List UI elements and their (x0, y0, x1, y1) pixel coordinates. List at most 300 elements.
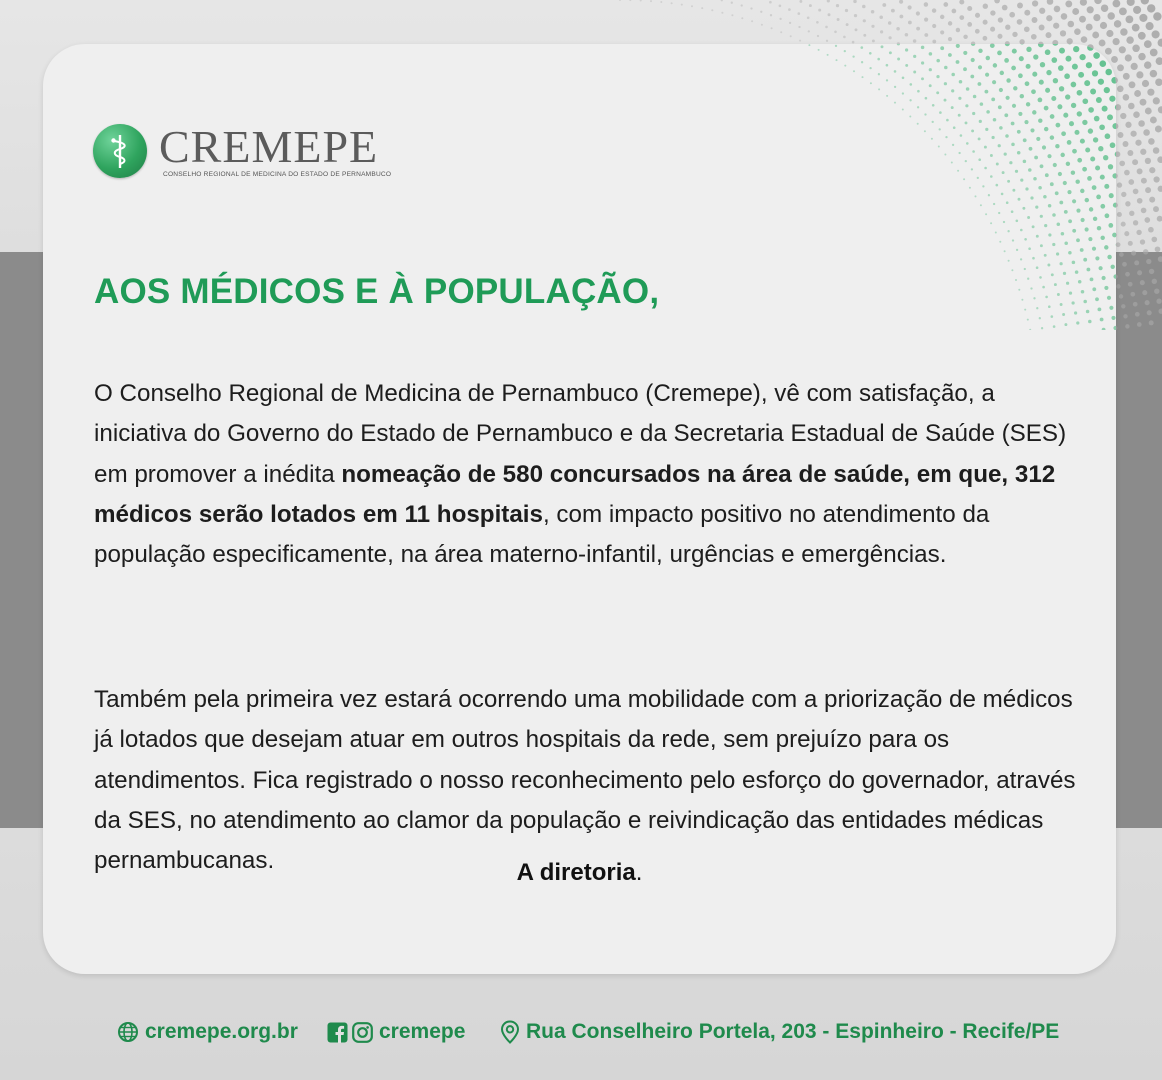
halftone-dot (869, 52, 872, 55)
halftone-dot (894, 102, 896, 104)
halftone-dot (985, 128, 988, 131)
halftone-dot (1057, 104, 1062, 109)
halftone-dot (1031, 34, 1037, 40)
halftone-dot (751, 20, 753, 22)
halftone-dot (1072, 64, 1078, 70)
halftone-dot (1123, 94, 1130, 101)
halftone-dot (788, 8, 791, 11)
halftone-dot (1004, 250, 1006, 252)
halftone-dot (1061, 232, 1065, 236)
halftone-dot (1113, 326, 1116, 330)
halftone-dot (1007, 230, 1009, 232)
instagram-icon[interactable] (352, 1022, 373, 1043)
halftone-dot (1039, 80, 1044, 85)
halftone-dot (1044, 106, 1049, 111)
halftone-dot (1145, 108, 1152, 115)
halftone-dot (681, 4, 683, 6)
halftone-dot (948, 37, 952, 41)
halftone-dot (1074, 28, 1081, 35)
halftone-dot (816, 21, 819, 24)
halftone-dot (978, 65, 982, 69)
halftone-dot (1118, 132, 1124, 138)
halftone-dot (1032, 17, 1038, 23)
halftone-dot (1150, 117, 1157, 124)
halftone-dot (1019, 56, 1024, 61)
halftone-dot (1031, 89, 1036, 94)
halftone-dot (1017, 3, 1023, 9)
halftone-dot (1136, 71, 1143, 78)
website-link[interactable]: cremepe.org.br (145, 1020, 298, 1043)
halftone-dot (1131, 251, 1136, 256)
halftone-dot (978, 137, 981, 140)
halftone-dot (1104, 87, 1110, 93)
halftone-dot (970, 75, 974, 79)
halftone-dot (992, 80, 996, 84)
logo-subtitle: CONSELHO REGIONAL DE MEDICINA DO ESTADO DE PERNAMBUCO (163, 171, 392, 178)
halftone-dot (1061, 131, 1066, 136)
halftone-dot (1140, 99, 1147, 106)
halftone-dot (1011, 210, 1014, 213)
halftone-dot (1063, 272, 1066, 275)
halftone-dot (953, 126, 956, 129)
halftone-dot (888, 36, 891, 39)
halftone-dot (1133, 220, 1138, 225)
halftone-dot (1102, 106, 1108, 112)
halftone-dot (921, 61, 924, 64)
halftone-dot (988, 194, 990, 196)
halftone-dot (1023, 138, 1027, 142)
halftone-dot (1040, 62, 1045, 67)
halftone-dot (660, 1, 662, 3)
halftone-dot (1128, 103, 1135, 110)
halftone-dot (1107, 12, 1114, 19)
halftone-dot (986, 56, 990, 60)
halftone-dot (845, 9, 848, 12)
halftone-dot (945, 136, 947, 138)
halftone-dot (1053, 23, 1059, 29)
halftone-dot (1039, 25, 1045, 31)
halftone-dot (940, 46, 944, 50)
halftone-dot (1144, 40, 1152, 48)
halftone-dot (1121, 304, 1125, 308)
halftone-dot (995, 232, 997, 234)
halftone-dot (1155, 246, 1161, 252)
halftone-dot (1024, 120, 1028, 124)
halftone-dot (1053, 163, 1057, 167)
halftone-dot (1129, 81, 1136, 88)
halftone-dot (990, 10, 995, 15)
halftone-dot (862, 76, 864, 78)
halftone-dot (1109, 306, 1113, 310)
halftone-dot (978, 49, 982, 53)
halftone-dot (1076, 209, 1080, 213)
halftone-dot (1012, 239, 1014, 241)
halftone-dot (944, 66, 948, 70)
halftone-dot (939, 128, 941, 130)
halftone-dot (1022, 207, 1025, 210)
halftone-dot (1042, 145, 1046, 149)
halftone-dot (997, 34, 1002, 39)
halftone-dot (957, 170, 959, 172)
halftone-dot (1064, 241, 1068, 245)
halftone-dot (844, 50, 846, 52)
halftone-dot (1136, 230, 1141, 235)
halftone-dot (894, 86, 896, 88)
halftone-dot (1119, 161, 1125, 167)
halftone-dot (1103, 155, 1108, 160)
halftone-dot (1030, 196, 1033, 199)
halftone-dot (798, 26, 800, 28)
halftone-dot (1116, 284, 1120, 288)
halftone-dot (1083, 300, 1087, 304)
halftone-dot (924, 113, 926, 115)
halftone-dot (1069, 121, 1074, 126)
halftone-dot (990, 154, 993, 157)
halftone-dot (999, 88, 1003, 92)
halftone-dot (1086, 268, 1090, 272)
halftone-dot (771, 27, 773, 29)
halftone-dot (1140, 239, 1145, 244)
halftone-dot (1077, 90, 1083, 96)
halftone-dot (1048, 204, 1052, 208)
halftone-dot (985, 213, 987, 215)
halftone-dot (1052, 213, 1056, 217)
halftone-dot (944, 82, 947, 85)
halftone-dot (1025, 187, 1028, 190)
halftone-dot (896, 27, 900, 31)
halftone-dot (1140, 280, 1145, 285)
halftone-dot (1036, 266, 1039, 269)
halftone-dot (1092, 247, 1096, 251)
halftone-dot (1072, 149, 1077, 154)
halftone-dot (1076, 238, 1080, 242)
halftone-dot (827, 54, 829, 56)
halftone-dot (1119, 252, 1124, 257)
halftone-dot (881, 45, 884, 48)
halftone-dot (1153, 176, 1159, 182)
halftone-dot (990, 44, 995, 48)
halftone-dot (1068, 21, 1075, 28)
halftone-dot (1099, 266, 1103, 270)
signature (43, 859, 1116, 887)
halftone-dot (1135, 312, 1140, 317)
footer-address (500, 1017, 1059, 1047)
halftone-dot (1006, 201, 1009, 204)
halftone-dot (921, 46, 925, 50)
halftone-dot (1137, 270, 1142, 275)
halftone-dot (1107, 296, 1111, 300)
halftone-dot (963, 35, 967, 39)
halftone-dot (1100, 236, 1104, 240)
halftone-dot (975, 29, 980, 34)
halftone-dot (1102, 328, 1106, 330)
halftone-dot (1051, 96, 1056, 101)
halftone-dot (844, 65, 846, 67)
halftone-dot (1151, 237, 1157, 243)
halftone-dot (1027, 319, 1029, 321)
halftone-dot (936, 91, 939, 94)
halftone-dot (1016, 220, 1019, 223)
halftone-dot (1071, 82, 1077, 88)
halftone-dot (1098, 146, 1103, 151)
halftone-dot (1036, 235, 1039, 238)
halftone-dot (1133, 189, 1139, 195)
halftone-dot (1004, 113, 1008, 117)
halftone-dot (1005, 25, 1010, 30)
halftone-dot (1066, 282, 1069, 285)
halftone-dot (1111, 56, 1116, 63)
halftone-dot (1092, 70, 1098, 76)
halftone-dot (1105, 69, 1112, 76)
halftone-dot (952, 144, 954, 146)
halftone-dot (1032, 110, 1036, 114)
halftone-dot (1093, 52, 1100, 59)
halftone-dot (1112, 233, 1116, 238)
halftone-dot (1099, 44, 1106, 46)
halftone-dot (1128, 241, 1133, 246)
halftone-dot (982, 185, 984, 187)
halftone-dot (1149, 167, 1155, 173)
halftone-dot (939, 111, 942, 114)
halftone-dot (1086, 24, 1093, 31)
halftone-dot (1107, 255, 1111, 259)
halftone-dot (1041, 327, 1043, 329)
halftone-dot (1080, 0, 1087, 6)
halftone-dot (1159, 309, 1162, 314)
halftone-dot (1058, 65, 1064, 71)
halftone-dot (996, 184, 999, 187)
halftone-dot (909, 116, 911, 118)
halftone-dot (916, 11, 920, 15)
halftone-dot (1133, 302, 1138, 307)
halftone-dot (1141, 208, 1147, 214)
halftone-dot (886, 95, 888, 97)
halftone-dot (997, 51, 1002, 56)
halftone-dot (1028, 247, 1031, 250)
halftone-dot (1071, 301, 1074, 304)
halftone-dot (972, 150, 975, 153)
halftone-dot (994, 0, 1000, 3)
halftone-dot (1012, 49, 1017, 54)
halftone-dot (913, 39, 917, 43)
halftone-dot (855, 28, 858, 31)
halftone-dot (731, 2, 733, 4)
halftone-dot (1017, 130, 1021, 134)
halftone-dot (1112, 123, 1116, 129)
footer-social[interactable] (327, 1017, 465, 1047)
halftone-dot (925, 97, 928, 100)
halftone-dot (1140, 149, 1146, 155)
halftone-dot (924, 2, 928, 6)
halftone-dot (879, 16, 883, 20)
halftone-dot (951, 89, 954, 92)
halftone-dot (1087, 176, 1092, 181)
halftone-dot (721, 12, 723, 14)
halftone-dot (869, 67, 871, 69)
halftone-dot (1148, 138, 1155, 145)
halftone-dot (1100, 175, 1105, 180)
halftone-dot (1156, 57, 1162, 65)
halftone-dot (1094, 0, 1101, 4)
halftone-dot (1011, 122, 1015, 126)
facebook-icon[interactable] (327, 1022, 348, 1043)
halftone-dot (1113, 274, 1116, 278)
halftone-dot (956, 60, 960, 64)
halftone-dot (905, 64, 908, 67)
halftone-dot (932, 8, 936, 12)
halftone-dot (1082, 98, 1088, 104)
halftone-dot (1057, 293, 1060, 296)
halftone-dot (1109, 193, 1114, 198)
halftone-dot (1147, 89, 1154, 96)
halftone-dot (1144, 217, 1150, 223)
halftone-dot (990, 175, 993, 178)
halftone-dot (905, 33, 909, 37)
paragraph-1-text-start: O Conselho Regional de Medicina de Pernambuco (Cremepe), vê com satisfação, a iniciativa do Governo do Estado de Pernambuco e da Secretaria Estadual de Saúde (SES) em promover a inédita (94, 380, 1067, 488)
paragraph-1-highlight: nomeação de 580 concursados na área de saúde, em que, 312 médicos serão lotados em 11 hospitais (94, 460, 1056, 528)
halftone-dot (880, 30, 883, 33)
halftone-dot (619, 0, 621, 1)
halftone-dot (1125, 54, 1132, 61)
halftone-dot (1047, 0, 1054, 5)
halftone-dot (1132, 24, 1140, 32)
halftone-dot (1008, 260, 1010, 262)
halftone-dot (973, 95, 977, 99)
halftone-dot (971, 168, 973, 170)
halftone-dot (826, 40, 828, 42)
halftone-dot (932, 104, 935, 107)
halftone-dot (1117, 182, 1122, 187)
halftone-dot (1063, 113, 1068, 118)
halftone-dot (1087, 6, 1094, 13)
halftone-dot (1116, 242, 1121, 247)
halftone-dot (1101, 4, 1108, 11)
halftone-dot (1047, 264, 1050, 267)
halftone-dot (1137, 322, 1142, 327)
halftone-dot (1053, 325, 1056, 328)
halftone-dot (897, 58, 900, 61)
halftone-dot (1086, 310, 1090, 314)
halftone-dot (1110, 265, 1114, 269)
halftone-dot (1052, 44, 1058, 46)
halftone-dot (951, 162, 953, 164)
halftone-dot (1002, 171, 1005, 174)
halftone-dot (902, 77, 905, 80)
halftone-dot (863, 19, 866, 22)
halftone-pattern-card (600, 44, 1116, 330)
halftone-dot (1055, 144, 1059, 148)
halftone-dot (1132, 45, 1139, 52)
halftone-dot (1090, 156, 1095, 161)
halftone-dot (1018, 112, 1022, 116)
halftone-dot (1055, 191, 1059, 195)
halftone-dot (1068, 219, 1072, 223)
halftone-dot (1036, 137, 1040, 141)
halftone-dot (1153, 206, 1159, 212)
halftone-dot (1064, 323, 1067, 326)
halftone-dot (1112, 173, 1116, 178)
halftone-dot (1056, 123, 1061, 128)
footer-website[interactable] (117, 1017, 298, 1047)
halftone-dot (938, 146, 940, 148)
halftone-dot (1135, 140, 1141, 146)
halftone-dot (1038, 186, 1042, 190)
halftone-dot (899, 0, 903, 4)
halftone-dot (993, 63, 997, 67)
halftone-dot (1110, 142, 1116, 148)
halftone-dot (1145, 300, 1150, 305)
halftone-dot (1059, 262, 1062, 265)
halftone-dot (1044, 224, 1047, 227)
halftone-dot (1125, 324, 1129, 328)
halftone-dot (1154, 289, 1159, 294)
halftone-dot (943, 2, 948, 7)
halftone-dot (1092, 287, 1096, 291)
halftone-dot (1126, 36, 1133, 43)
announcement-card (43, 44, 1116, 974)
halftone-dot (835, 45, 837, 47)
halftone-dot (1156, 299, 1161, 304)
halftone-dot (1134, 260, 1139, 265)
paragraph-1 (94, 374, 1084, 575)
signature-name: A diretoria (516, 859, 636, 886)
halftone-dot (1017, 19, 1023, 25)
halftone-dot (1012, 32, 1017, 37)
halftone-dot (913, 55, 916, 58)
halftone-dot (1080, 139, 1085, 144)
halftone-dot (1083, 258, 1087, 262)
halftone-dot (846, 23, 849, 26)
halftone-dot (1120, 28, 1127, 35)
halftone-dot (779, 5, 782, 8)
halftone-dot (1088, 107, 1094, 113)
halftone-dot (1032, 257, 1035, 260)
halftone-dot (650, 0, 652, 2)
halftone-dot (761, 24, 763, 26)
halftone-dot (1148, 227, 1154, 233)
halftone-dot (1146, 259, 1151, 264)
halftone-dot (977, 82, 981, 86)
halftone-dot (1039, 317, 1041, 319)
halftone-dot (916, 27, 920, 31)
halftone-dot (1040, 164, 1044, 168)
halftone-dot (1122, 262, 1127, 267)
halftone-dot (886, 79, 888, 81)
halftone-dot (1030, 287, 1032, 289)
halftone-dot (877, 58, 880, 61)
halftone-dot (940, 30, 944, 34)
halftone-dot (1043, 195, 1047, 199)
halftone-dot (1050, 135, 1054, 139)
halftone-dot (1017, 151, 1021, 155)
social-handle[interactable]: cremepe (379, 1020, 466, 1043)
halftone-dot (1126, 16, 1134, 24)
halftone-dot (1105, 133, 1111, 139)
halftone-dot (1061, 13, 1068, 20)
halftone-dot (1013, 86, 1017, 90)
halftone-dot (809, 4, 812, 7)
halftone-dot (1082, 120, 1087, 125)
halftone-dot (862, 5, 866, 9)
halftone-dot (1152, 279, 1157, 284)
halftone-dot (1067, 140, 1072, 145)
halftone-dot (1125, 201, 1130, 206)
halftone-dot (998, 105, 1002, 109)
halftone-dot (1141, 178, 1147, 184)
halftone-dot (963, 178, 965, 180)
halftone-dot (1158, 39, 1162, 47)
halftone-dot (1125, 272, 1130, 277)
